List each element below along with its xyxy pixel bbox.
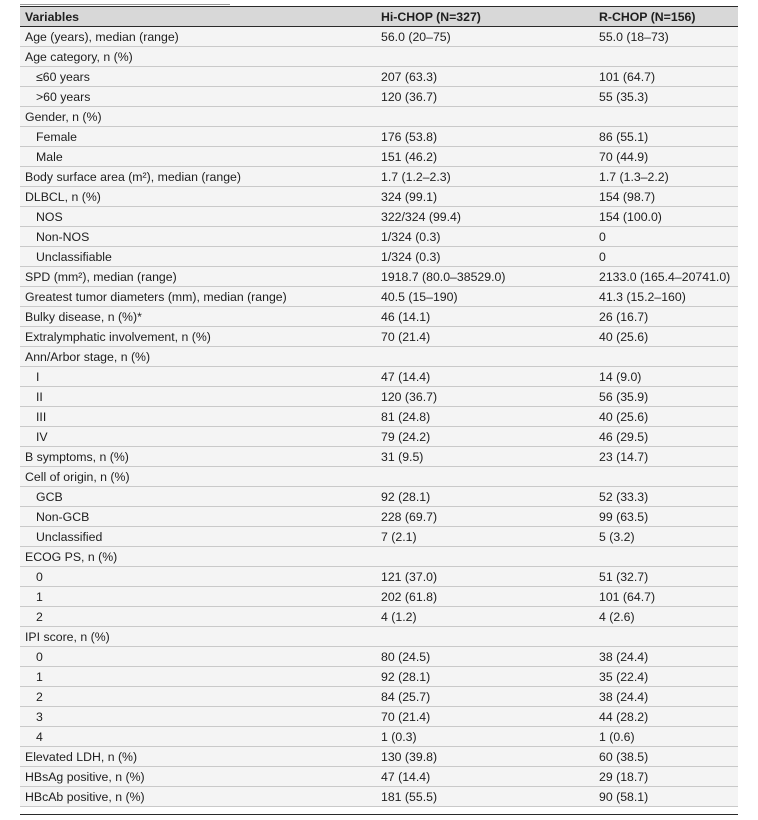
hi-chop-value: 80 (24.5) [376, 647, 594, 667]
variable-label: II [20, 387, 376, 407]
variable-label: I [20, 367, 376, 387]
header-r-chop: R-CHOP (N=156) [594, 7, 738, 27]
hi-chop-value: 47 (14.4) [376, 367, 594, 387]
variable-label: Body surface area (m²), median (range) [20, 167, 376, 187]
table-bottom-rule [20, 814, 738, 815]
table-row [20, 567, 738, 587]
header-variables: Variables [20, 7, 376, 27]
table-row [20, 767, 738, 787]
variable-label: HBsAg positive, n (%) [20, 767, 376, 787]
table-row [20, 187, 738, 207]
hi-chop-value: 46 (14.1) [376, 307, 594, 327]
r-chop-value: 0 [594, 247, 738, 267]
variable-label: Unclassifiable [20, 247, 376, 267]
variable-label: Ann/Arbor stage, n (%) [20, 347, 376, 367]
r-chop-value: 1 (0.6) [594, 727, 738, 747]
hi-chop-value: 324 (99.1) [376, 187, 594, 207]
variable-label: GCB [20, 487, 376, 507]
table-row [20, 327, 738, 347]
hi-chop-value: 181 (55.5) [376, 787, 594, 807]
r-chop-value: 38 (24.4) [594, 687, 738, 707]
variable-label: B symptoms, n (%) [20, 447, 376, 467]
r-chop-value: 86 (55.1) [594, 127, 738, 147]
r-chop-value [594, 547, 738, 567]
table-row [20, 487, 738, 507]
variable-label: DLBCL, n (%) [20, 187, 376, 207]
table-row [20, 747, 738, 767]
r-chop-value: 44 (28.2) [594, 707, 738, 727]
r-chop-value: 99 (63.5) [594, 507, 738, 527]
variable-label: III [20, 407, 376, 427]
hi-chop-value [376, 627, 594, 647]
variable-label: >60 years [20, 87, 376, 107]
table-body [20, 27, 738, 807]
hi-chop-value: 7 (2.1) [376, 527, 594, 547]
hi-chop-value [376, 547, 594, 567]
hi-chop-value: 120 (36.7) [376, 87, 594, 107]
table-row [20, 427, 738, 447]
variable-label: Non-GCB [20, 507, 376, 527]
r-chop-value: 90 (58.1) [594, 787, 738, 807]
table-row [20, 587, 738, 607]
r-chop-value: 55.0 (18–73) [594, 27, 738, 47]
table-row [20, 227, 738, 247]
variable-label: 2 [20, 687, 376, 707]
r-chop-value [594, 47, 738, 67]
table-row [20, 307, 738, 327]
r-chop-value: 40 (25.6) [594, 327, 738, 347]
hi-chop-value: 92 (28.1) [376, 667, 594, 687]
table-row [20, 167, 738, 187]
hi-chop-value: 70 (21.4) [376, 707, 594, 727]
r-chop-value: 52 (33.3) [594, 487, 738, 507]
hi-chop-value: 70 (21.4) [376, 327, 594, 347]
hi-chop-value [376, 107, 594, 127]
hi-chop-value: 1918.7 (80.0–38529.0) [376, 267, 594, 287]
hi-chop-value: 84 (25.7) [376, 687, 594, 707]
r-chop-value: 55 (35.3) [594, 87, 738, 107]
hi-chop-value: 151 (46.2) [376, 147, 594, 167]
r-chop-value: 154 (98.7) [594, 187, 738, 207]
table-top-rule [20, 0, 738, 7]
r-chop-value: 41.3 (15.2–160) [594, 287, 738, 307]
hi-chop-value [376, 467, 594, 487]
hi-chop-value: 31 (9.5) [376, 447, 594, 467]
hi-chop-value [376, 47, 594, 67]
variable-label: Non-NOS [20, 227, 376, 247]
variable-label: IV [20, 427, 376, 447]
r-chop-value: 26 (16.7) [594, 307, 738, 327]
variable-label: 0 [20, 647, 376, 667]
variable-label: 3 [20, 707, 376, 727]
hi-chop-value: 1/324 (0.3) [376, 247, 594, 267]
table-row [20, 447, 738, 467]
table-row [20, 707, 738, 727]
table-row [20, 67, 738, 87]
variable-label: ≤60 years [20, 67, 376, 87]
r-chop-value: 14 (9.0) [594, 367, 738, 387]
variable-label: Unclassified [20, 527, 376, 547]
variable-label: ECOG PS, n (%) [20, 547, 376, 567]
hi-chop-value: 322/324 (99.4) [376, 207, 594, 227]
r-chop-value: 1.7 (1.3–2.2) [594, 167, 738, 187]
variable-label: Elevated LDH, n (%) [20, 747, 376, 767]
variable-label: Age (years), median (range) [20, 27, 376, 47]
r-chop-value: 154 (100.0) [594, 207, 738, 227]
hi-chop-value: 228 (69.7) [376, 507, 594, 527]
hi-chop-value: 207 (63.3) [376, 67, 594, 87]
table-row [20, 787, 738, 807]
variable-label: 4 [20, 727, 376, 747]
variable-label: 1 [20, 667, 376, 687]
r-chop-value: 23 (14.7) [594, 447, 738, 467]
r-chop-value [594, 107, 738, 127]
variable-label: SPD (mm²), median (range) [20, 267, 376, 287]
variable-label: Age category, n (%) [20, 47, 376, 67]
table-row [20, 647, 738, 667]
hi-chop-value: 4 (1.2) [376, 607, 594, 627]
variable-label: NOS [20, 207, 376, 227]
table-row [20, 527, 738, 547]
hi-chop-value: 1/324 (0.3) [376, 227, 594, 247]
table-row [20, 207, 738, 227]
table-row [20, 387, 738, 407]
hi-chop-value: 1 (0.3) [376, 727, 594, 747]
hi-chop-value: 40.5 (15–190) [376, 287, 594, 307]
r-chop-value [594, 347, 738, 367]
r-chop-value: 5 (3.2) [594, 527, 738, 547]
r-chop-value: 51 (32.7) [594, 567, 738, 587]
variable-label: Male [20, 147, 376, 167]
r-chop-value: 56 (35.9) [594, 387, 738, 407]
hi-chop-value: 176 (53.8) [376, 127, 594, 147]
hi-chop-value: 121 (37.0) [376, 567, 594, 587]
hi-chop-value: 56.0 (20–75) [376, 27, 594, 47]
table-row [20, 287, 738, 307]
caption-remnant [20, 0, 230, 5]
hi-chop-value: 79 (24.2) [376, 427, 594, 447]
table-row [20, 467, 738, 487]
r-chop-value: 101 (64.7) [594, 587, 738, 607]
r-chop-value: 101 (64.7) [594, 67, 738, 87]
variable-label: IPI score, n (%) [20, 627, 376, 647]
r-chop-value: 70 (44.9) [594, 147, 738, 167]
table-row [20, 687, 738, 707]
r-chop-value [594, 627, 738, 647]
table-row [20, 627, 738, 647]
r-chop-value [594, 467, 738, 487]
r-chop-value: 46 (29.5) [594, 427, 738, 447]
r-chop-value: 38 (24.4) [594, 647, 738, 667]
hi-chop-value [376, 347, 594, 367]
variable-label: Extralymphatic involvement, n (%) [20, 327, 376, 347]
table-row [20, 267, 738, 287]
variable-label: 1 [20, 587, 376, 607]
table-row [20, 87, 738, 107]
variable-label: Greatest tumor diameters (mm), median (range) [20, 287, 376, 307]
header-row [20, 7, 738, 27]
table-row [20, 147, 738, 167]
r-chop-value: 29 (18.7) [594, 767, 738, 787]
table-row [20, 127, 738, 147]
r-chop-value: 35 (22.4) [594, 667, 738, 687]
table-row [20, 367, 738, 387]
table-page [20, 0, 738, 820]
hi-chop-value: 130 (39.8) [376, 747, 594, 767]
table-row [20, 47, 738, 67]
variable-label: 0 [20, 567, 376, 587]
variable-label: Gender, n (%) [20, 107, 376, 127]
table-row [20, 547, 738, 567]
table-row [20, 507, 738, 527]
hi-chop-value: 81 (24.8) [376, 407, 594, 427]
baseline-characteristics-table [20, 7, 738, 807]
r-chop-value: 40 (25.6) [594, 407, 738, 427]
variable-label: Cell of origin, n (%) [20, 467, 376, 487]
variable-label: 2 [20, 607, 376, 627]
r-chop-value: 4 (2.6) [594, 607, 738, 627]
variable-label: Female [20, 127, 376, 147]
table-row [20, 667, 738, 687]
hi-chop-value: 1.7 (1.2–2.3) [376, 167, 594, 187]
table-row [20, 27, 738, 47]
table-row [20, 607, 738, 627]
table-row [20, 727, 738, 747]
table-row [20, 407, 738, 427]
variable-label: Bulky disease, n (%)* [20, 307, 376, 327]
hi-chop-value: 92 (28.1) [376, 487, 594, 507]
table-row [20, 347, 738, 367]
table-row [20, 247, 738, 267]
header-hi-chop: Hi-CHOP (N=327) [376, 7, 594, 27]
r-chop-value: 0 [594, 227, 738, 247]
hi-chop-value: 202 (61.8) [376, 587, 594, 607]
hi-chop-value: 47 (14.4) [376, 767, 594, 787]
hi-chop-value: 120 (36.7) [376, 387, 594, 407]
table-row [20, 107, 738, 127]
r-chop-value: 2133.0 (165.4–20741.0) [594, 267, 738, 287]
variable-label: HBcAb positive, n (%) [20, 787, 376, 807]
r-chop-value: 60 (38.5) [594, 747, 738, 767]
